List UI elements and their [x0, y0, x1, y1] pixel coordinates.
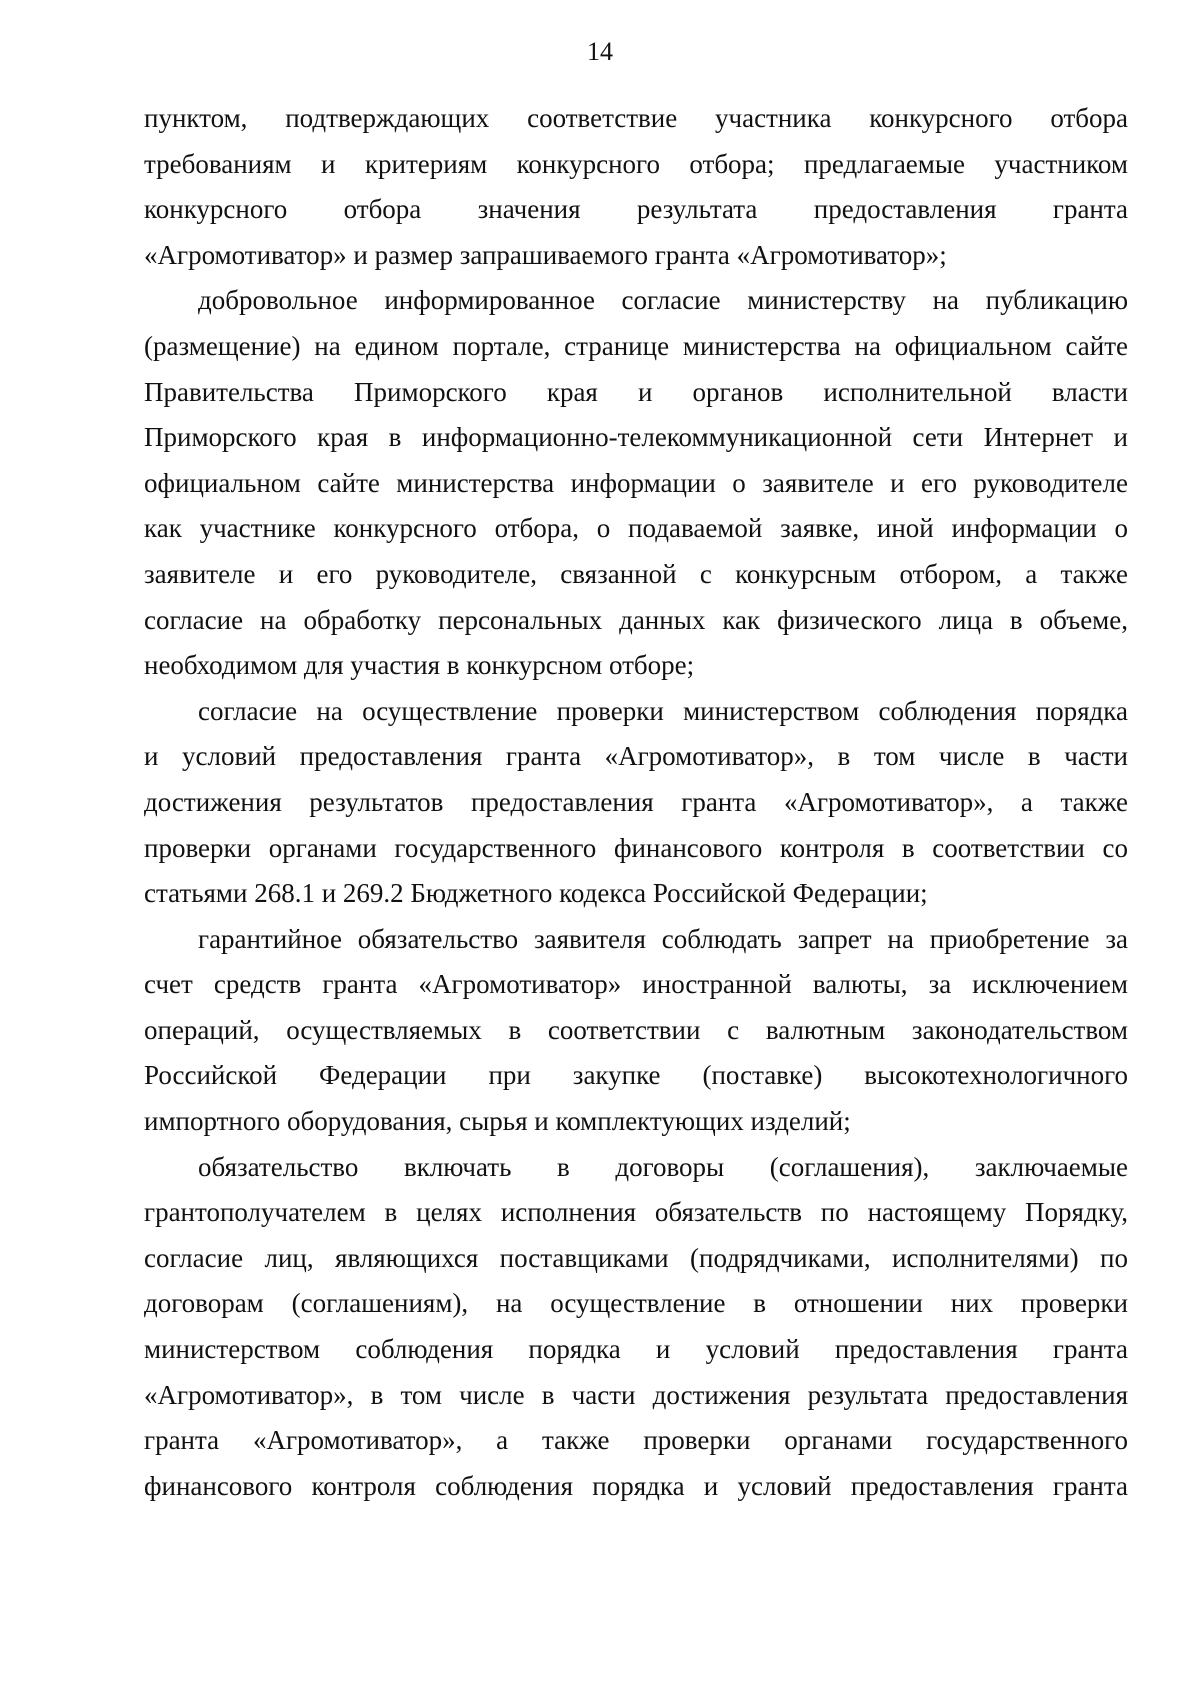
text-line: (размещение) на едином портале, странице министерства на официальном сайте: [144, 330, 1128, 361]
text-line: согласие на осуществление проверки министерством соблюдения порядка: [198, 695, 1128, 726]
text-line: согласие лиц, являющихся поставщиками (подрядчиками, исполнителями) по: [144, 1242, 1128, 1273]
text-line: Правительства Приморского края и органов исполнительной власти: [144, 376, 1128, 407]
text-line: Российской Федерации при закупке (поставке) высокотехнологичного: [144, 1060, 1128, 1091]
text-line: гранта «Агромотиватор», а также проверки органами государственного: [144, 1425, 1128, 1456]
text-line: финансового контроля соблюдения порядка и условий предоставления гранта: [144, 1470, 1128, 1501]
text-line: как участнике конкурсного отбора, о подаваемой заявке, иной информации о: [144, 513, 1128, 544]
text-line: счет средств гранта «Агромотиватор» иностранной валюты, за исключением: [144, 969, 1128, 1000]
text-line: согласие на обработку персональных данных как физического лица в объеме,: [144, 604, 1128, 635]
page-number: 14: [587, 37, 613, 66]
text-line: гарантийное обязательство заявителя соблюдать запрет на приобретение за: [198, 923, 1128, 954]
text-line: «Агромотиватор» и размер запрашиваемого гранта «Агромотиватор»;: [144, 239, 947, 270]
paragraph: [144, 278, 1128, 688]
text-line: необходимом для участия в конкурсном отборе;: [144, 650, 695, 681]
text-line: Приморского края в информационно-телекоммуникационной сети Интернет и: [144, 422, 1128, 453]
text-line: договорам (соглашениям), на осуществление в отношении них проверки: [144, 1288, 1128, 1319]
text-line: проверки органами государственного финансового контроля в соответствии со: [144, 832, 1128, 863]
text-line: и условий предоставления гранта «Агромотиватор», в том числе в части: [144, 741, 1128, 772]
text-line: грантополучателем в целях исполнения обязательств по настоящему Порядку,: [144, 1197, 1128, 1228]
text-line: требованиям и критериям конкурсного отбора; предлагаемые участником: [144, 148, 1128, 179]
text-line: конкурсного отбора значения результата предоставления гранта: [144, 194, 1128, 225]
text-line: пунктом, подтверждающих соответствие участника конкурсного отбора: [144, 103, 1128, 133]
text-line: обязательство включать в договоры (соглашения), заключаемые: [198, 1151, 1128, 1182]
paragraph: [144, 917, 1128, 1145]
text-line: «Агромотиватор», в том числе в части достижения результата предоставления: [144, 1379, 1128, 1410]
text-line: министерством соблюдения порядка и условий предоставления гранта: [144, 1334, 1128, 1365]
text-line: официальном сайте министерства информации о заявителе и его руководителе: [144, 467, 1128, 498]
document-body: [144, 96, 1128, 1509]
text-line: заявителе и его руководителе, связанной с конкурсным отбором, а также: [144, 558, 1128, 589]
paragraph: [144, 1145, 1128, 1510]
text-line: добровольное информированное согласие министерству на публикацию: [198, 285, 1128, 316]
text-line: операций, осуществляемых в соответствии с валютным законодательством: [144, 1014, 1128, 1045]
text-line: статьями 268.1 и 269.2 Бюджетного кодекса Российской Федерации;: [144, 878, 928, 909]
paragraph: [144, 96, 1128, 278]
text-line: достижения результатов предоставления гранта «Агромотиватор», а также: [144, 786, 1128, 817]
text-line: импортного оборудования, сырья и комплектующих изделий;: [144, 1106, 851, 1137]
paragraph: [144, 689, 1128, 917]
